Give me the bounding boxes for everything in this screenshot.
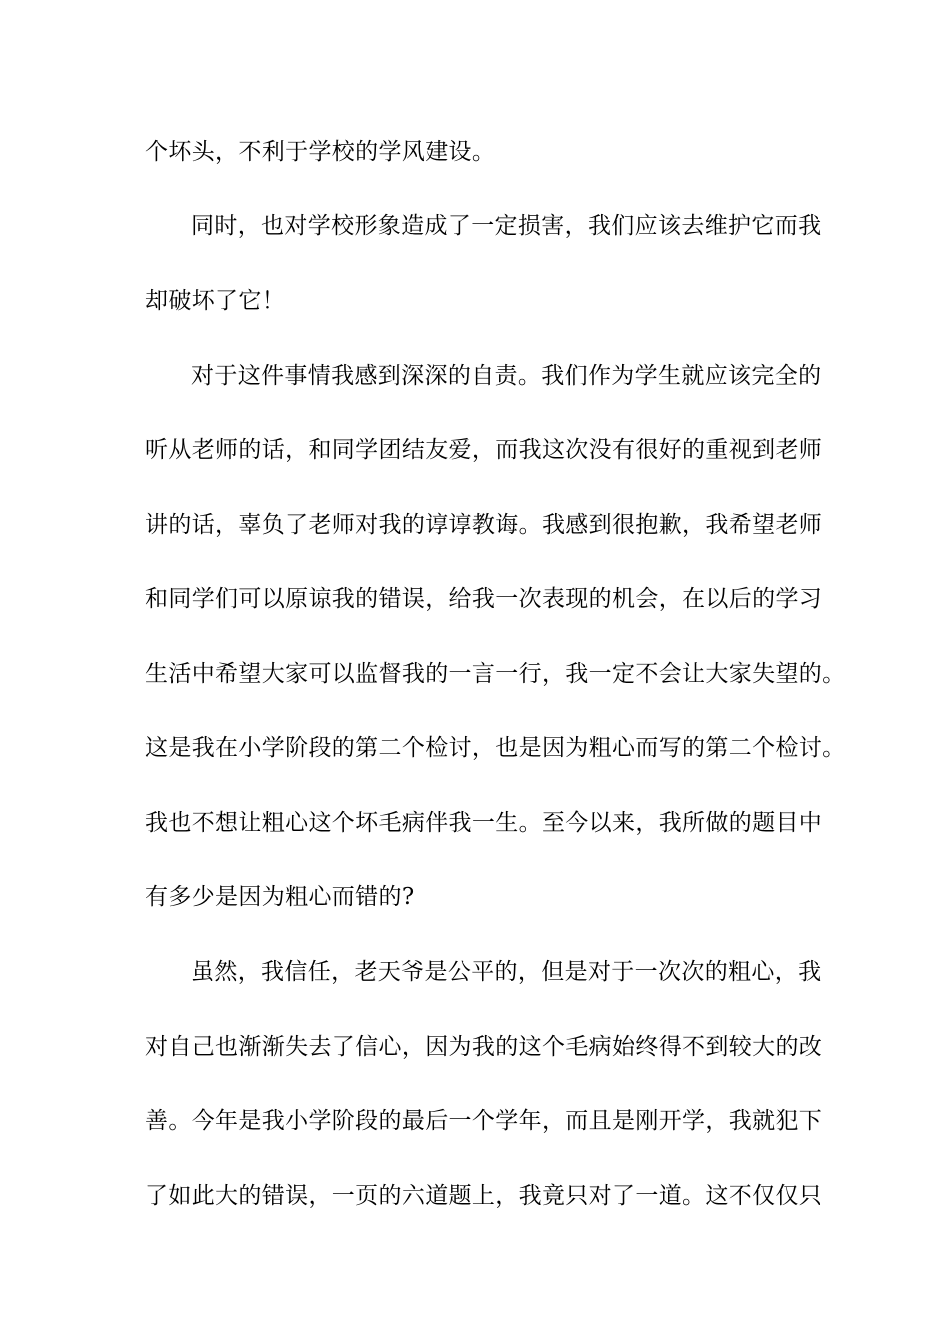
text-line-3: 却破坏了它！ (145, 288, 286, 314)
text-line-8: 生活中希望大家可以监督我的一言一行，我一定不会让大家失望的。 (145, 661, 846, 687)
text-line-10: 我也不想让粗心这个坏毛病伴我一生。至今以来，我所做的题目中 (145, 810, 823, 836)
text-line-14: 善。今年是我小学阶段的最后一个学年，而且是刚开学，我就犯下 (145, 1108, 823, 1134)
text-line-1: 个坏头，不利于学校的学风建设。 (145, 139, 496, 165)
text-line-6: 讲的话，辜负了老师对我的谆谆教诲。我感到很抱歉，我希望老师 (145, 512, 823, 538)
text-line-11: 有多少是因为粗心而错的? (145, 884, 415, 910)
text-line-13: 对自己也渐渐失去了信心，因为我的这个毛病始终得不到较大的改 (145, 1034, 823, 1060)
text-line-5: 听从老师的话，和同学团结友爱，而我这次没有很好的重视到老师 (145, 437, 823, 463)
text-line-7: 和同学们可以原谅我的错误，给我一次表现的机会，在以后的学习 (145, 586, 823, 612)
paragraph-start-line-2: 同时，也对学校形象造成了一定损害，我们应该去维护它而我 (191, 213, 822, 239)
text-line-15: 了如此大的错误，一页的六道题上，我竟只对了一道。这不仅仅只 (145, 1183, 823, 1209)
text-line-9: 这是我在小学阶段的第二个检讨，也是因为粗心而写的第二个检讨。 (145, 735, 846, 761)
paragraph-start-line-4: 对于这件事情我感到深深的自责。我们作为学生就应该完全的 (191, 363, 822, 389)
paragraph-start-line-12: 虽然，我信任，老天爷是公平的，但是对于一次次的粗心，我 (191, 959, 822, 985)
